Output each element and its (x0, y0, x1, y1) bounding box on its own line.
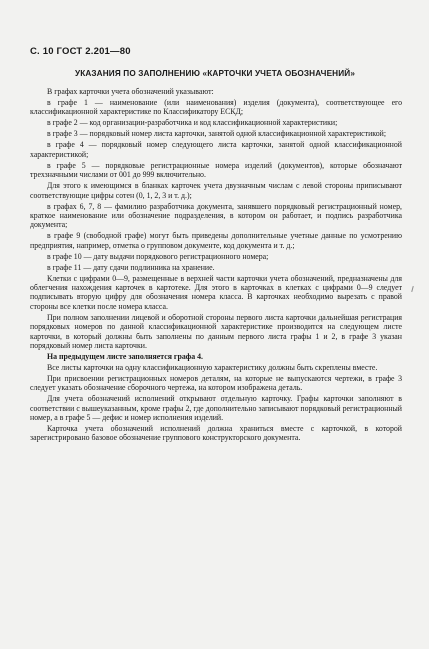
paragraph: в графе 5 — порядковые регистрационные номера изделий (документов), которые обозначают трехзначными числами от 001 до 999 включительно. (30, 160, 402, 180)
paragraph-emphasis: На предыдущем листе заполняется графа 4. (47, 351, 203, 361)
paragraph: В графах карточки учета обозначений указывают: (47, 87, 214, 96)
paragraph: Клетки с цифрами 0—9, размещенные в верхней части карточки учета обозначений, предназначены для облегчения нахождения карточек в картотеке. Для этого в карточках в клетках с цифрами 0—9 следует подписывать вторую цифру для обозначения номера класса. В карточках необходимо вырезать с правой стороны все клетки после номера класса. (30, 273, 402, 311)
paragraph: в графе 2 — код организации-разработчика и код классификационной характеристики; (47, 118, 338, 128)
paragraph: в графе 11 — дату сдачи подлинника на хранение. (47, 262, 215, 272)
paragraph: Все листы карточки на одну классификационную характеристику должны быть скреплены вместе. (47, 362, 378, 372)
paragraph: Для учета обозначений исполнений открывают отдельную карточку. Графы карточки заполняют в соответствии с вышеуказанным, кроме графы 2, где дополнительно записывают порядковый регистрационный номер, а в графе 5 — дефис и номер исполнения изделий. (30, 394, 402, 422)
scan-mark (411, 286, 414, 292)
paragraph: При полном заполнении лицевой и оборотной стороны первого листа карточки дальнейшая регистрация порядковых номеров по данной классификационной характеристике производится на следующем листе карточки, в который должны быть заполнены по данным первого листа графы 1 и 2, в графе 3 указан порядковый номер листа карточки. (30, 312, 402, 350)
paragraph: Карточка учета обозначений исполнений должна храниться вместе с карточкой, в которой зарегистрировано базовое обозначение группового конструкторского документа. (30, 424, 402, 443)
paragraph: Для этого к имеющимся в бланках карточек учета двузначным числам с левой стороны приписывают соответствующие цифры сотен (0, 1, 2, 3 и т. д.); (30, 181, 402, 200)
section-title: УКАЗАНИЯ ПО ЗАПОЛНЕНИЮ «КАРТОЧКИ УЧЕТА ОБОЗНАЧЕНИЙ» (74, 69, 356, 78)
paragraph: в графе 9 (свободной графе) могут быть приведены дополнительные учетные данные по усмотрению предприятия, например, отметка о групповом документе, код документа и т. д.; (30, 231, 402, 250)
paragraph: в графе 3 — порядковый номер листа карточки, занятой одной классификационной характеристикой; (47, 129, 386, 139)
paragraph: При присвоении регистрационных номеров деталям, на которые не выпускаются чертежи, в графе 3 следует указать обозначение сборочного чертежа, на котором изображена деталь. (30, 373, 402, 393)
paragraph: в графе 4 — порядковый номер следующего листа карточки, занятой одной классификационной характеристикой; (30, 140, 402, 159)
paragraph: в графе 1 — наименование (или наименования) изделия (документа), соответствующее его классификационной характеристике по Классификатору ЕСКД; (30, 98, 402, 117)
paragraph: в графах 6, 7, 8 — фамилию разработчика документа, занявшего порядковый регистрационный номер, краткое наименование или обозначение подразделения, в котором он работает, и подпись разработчика документа; (30, 201, 402, 230)
paragraph: в графе 10 — дату выдачи порядкового регистрационного номера; (47, 251, 269, 261)
page-header: С. 10 ГОСТ 2.201—80 (30, 46, 131, 57)
body-text (30, 87, 402, 444)
